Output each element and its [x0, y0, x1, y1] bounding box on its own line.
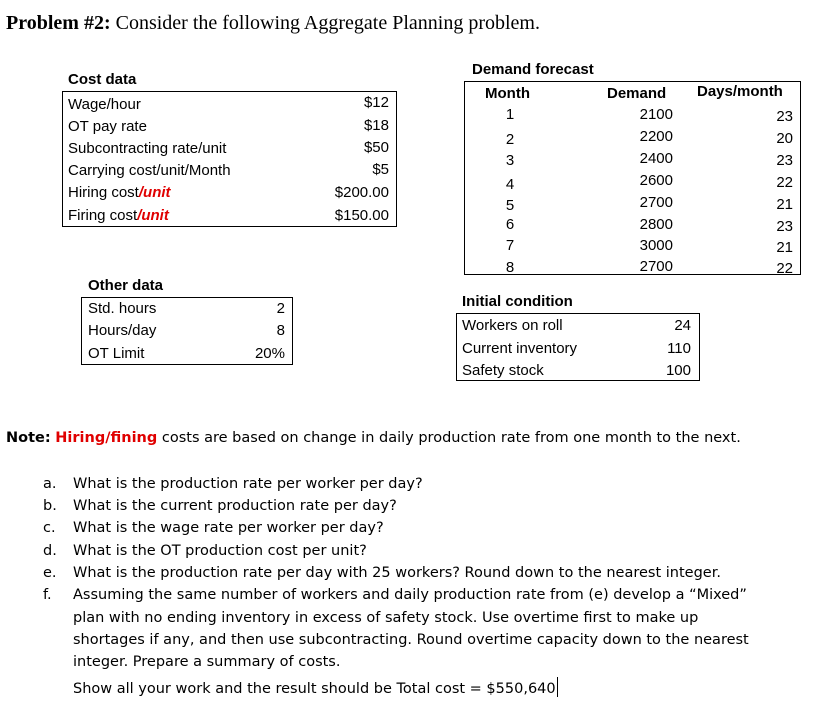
other-value-hours-day: 8 [276, 322, 285, 339]
cost-value-hiring: $200.00 [334, 184, 389, 201]
demand-days-cell: 23 [776, 152, 793, 169]
demand-days-cell: 21 [776, 239, 793, 256]
demand-col-days: Days/month [697, 83, 783, 100]
init-label-workers: Workers on roll [462, 317, 563, 334]
problem-number: Problem #2: [6, 12, 111, 34]
demand-col-month: Month [485, 85, 530, 102]
cost-label-wage: Wage/hour [68, 96, 141, 113]
note-highlight: Hiring/fining [55, 430, 158, 446]
demand-days-cell: 23 [776, 108, 793, 125]
demand-month-cell: 1 [505, 106, 515, 123]
demand-value-cell: 2200 [639, 128, 673, 145]
cost-label-carrying: Carrying cost/unit/Month [68, 162, 231, 179]
init-value-inventory: 110 [667, 340, 691, 357]
cost-label-firing: Firing cost/unit [68, 207, 169, 224]
question-f-line-3: shortages if any, and then use subcontracting. Round overtime capacity down to the nearest [73, 632, 749, 648]
init-value-safety-stock: 100 [665, 362, 691, 379]
init-label-inventory: Current inventory [462, 340, 578, 357]
other-value-std-hours: 2 [276, 300, 285, 317]
demand-days-cell: 22 [776, 260, 793, 277]
demand-value-cell: 2700 [639, 194, 673, 211]
demand-days-cell: 23 [776, 218, 793, 235]
demand-col-demand: Demand [607, 85, 667, 102]
demand-value-cell: 3000 [639, 237, 673, 254]
cost-data-heading: Cost data [68, 71, 137, 88]
demand-value-cell: 2800 [639, 216, 673, 233]
demand-days-cell: 21 [776, 196, 793, 213]
initial-condition-heading: Initial condition [462, 293, 573, 310]
demand-month-cell: 4 [505, 176, 515, 193]
init-label-safety-stock: Safety stock [462, 362, 544, 379]
question-f-line-2: plan with no ending inventory in excess of safety stock. Use overtime first to make up [73, 610, 699, 626]
demand-month-cell: 3 [505, 152, 515, 169]
problem-title [6, 12, 540, 35]
cost-label-subcontracting: Subcontracting rate/unit [68, 140, 227, 157]
demand-month-cell: 7 [505, 237, 515, 254]
problem-statement: Consider the following Aggregate Planning problem. [110, 12, 540, 34]
other-label-ot-limit: OT Limit [88, 345, 145, 362]
other-data-heading: Other data [88, 277, 164, 294]
init-value-workers: 24 [674, 317, 691, 334]
demand-value-cell: 2700 [639, 258, 673, 275]
other-value-ot-limit: 20% [254, 345, 285, 362]
demand-days-cell: 22 [776, 174, 793, 191]
note-label: Note: [6, 430, 51, 446]
demand-days-cell: 20 [776, 130, 793, 147]
cost-label-ot-pay: OT pay rate [68, 118, 147, 135]
note-line [6, 430, 741, 446]
cost-value-firing: $150.00 [334, 207, 389, 224]
note-text: costs are based on change in daily production rate from one month to the next. [157, 430, 741, 446]
cost-value-subcontracting: $50 [363, 139, 389, 156]
cost-value-carrying: $5 [372, 161, 389, 178]
cost-value-wage: $12 [363, 94, 389, 111]
cost-label-hiring: Hiring cost/unit [68, 184, 171, 201]
demand-month-cell: 2 [505, 131, 515, 148]
other-label-std-hours: Std. hours [88, 300, 157, 317]
demand-forecast-heading: Demand forecast [472, 61, 594, 78]
question-f-line-5: Show all your work and the result should be Total cost = $550,640 [73, 677, 558, 697]
question-f-line-4: integer. Prepare a summary of costs. [73, 654, 341, 670]
cost-value-ot-pay: $18 [363, 117, 389, 134]
demand-month-cell: 5 [505, 197, 515, 214]
demand-month-cell: 6 [505, 216, 515, 233]
demand-month-cell: 8 [505, 259, 515, 276]
demand-value-cell: 2100 [639, 106, 673, 123]
demand-value-cell: 2400 [639, 150, 673, 167]
other-label-hours-day: Hours/day [88, 322, 157, 339]
text-cursor [557, 677, 558, 697]
demand-value-cell: 2600 [639, 172, 673, 189]
